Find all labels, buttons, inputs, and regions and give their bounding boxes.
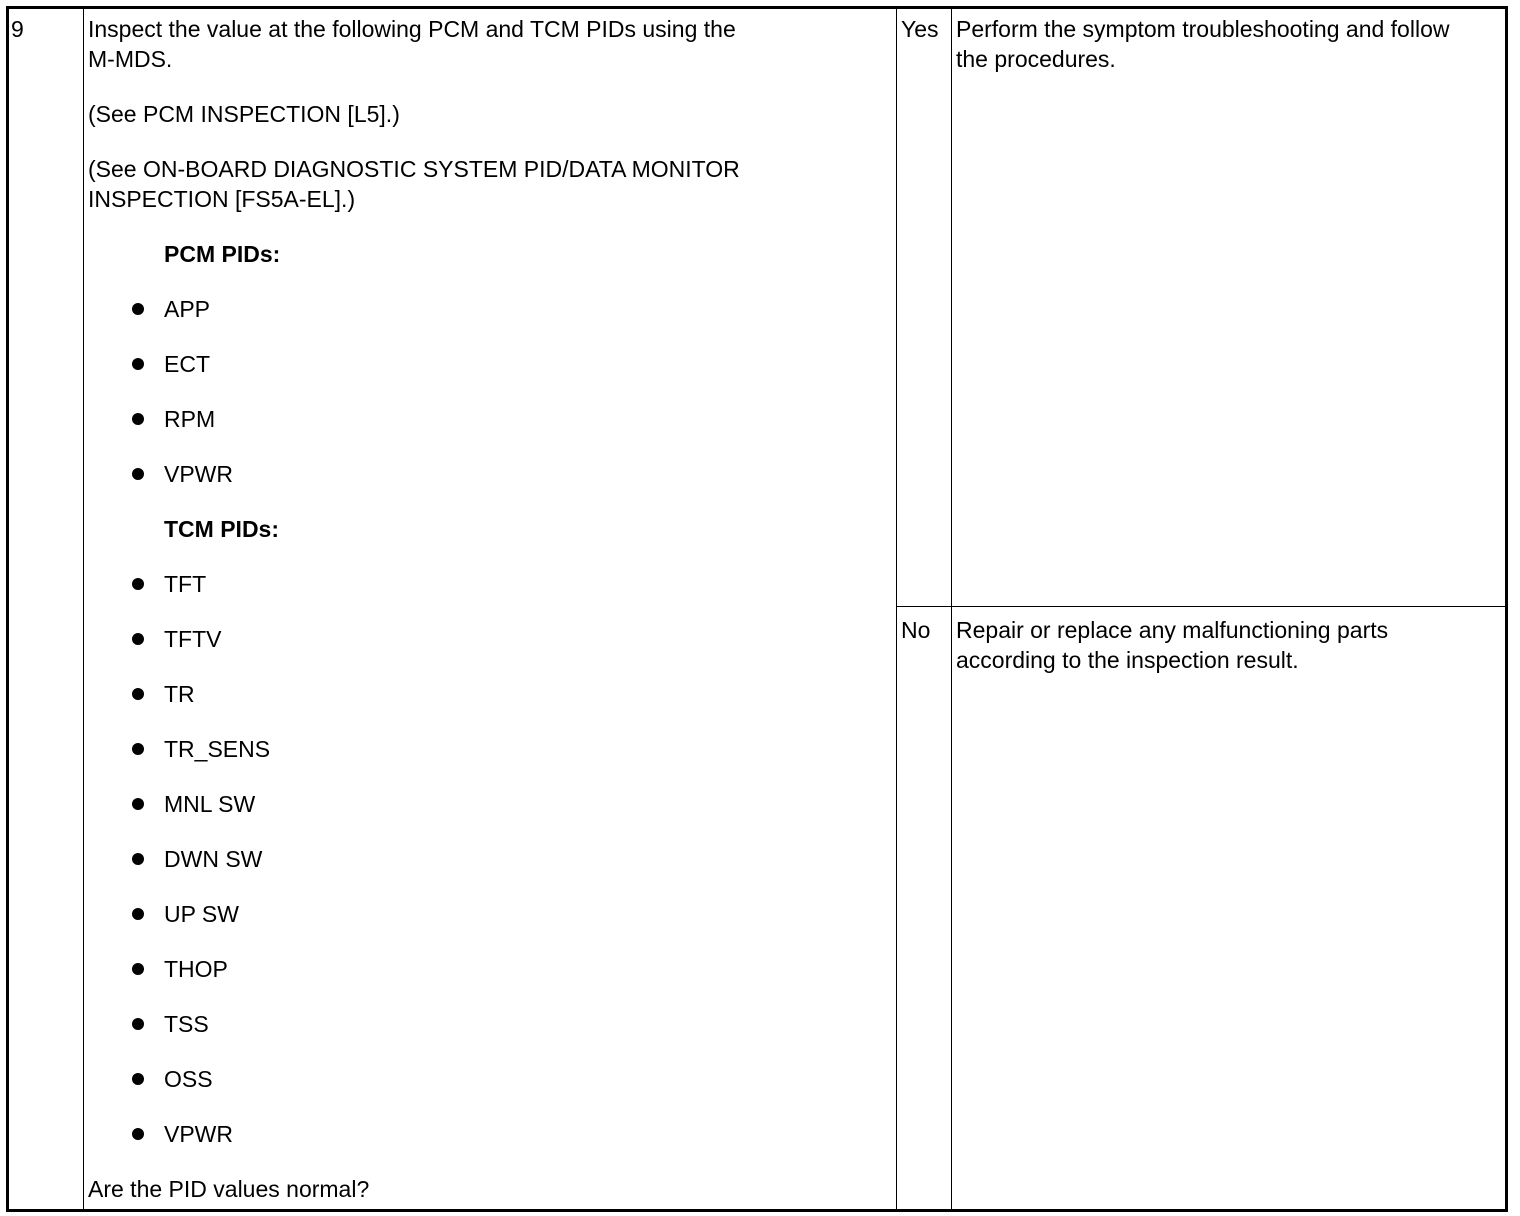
- bullet-icon: [132, 578, 144, 590]
- pcm-pid-item: VPWR: [164, 461, 233, 487]
- bullet-icon: [132, 413, 144, 425]
- no-label: No: [901, 617, 931, 643]
- obd-reference-line-1: (See ON-BOARD DIAGNOSTIC SYSTEM PID/DATA MONITOR: [88, 156, 740, 182]
- column-divider: [896, 9, 897, 1209]
- tcm-pid-item: TFTV: [164, 626, 222, 652]
- bullet-icon: [132, 1128, 144, 1140]
- pcm-inspection-reference: (See PCM INSPECTION [L5].): [88, 101, 400, 127]
- bullet-icon: [132, 358, 144, 370]
- tcm-pid-item: THOP: [164, 956, 228, 982]
- bullet-icon: [132, 743, 144, 755]
- bullet-icon: [132, 1018, 144, 1030]
- pcm-pid-item: ECT: [164, 351, 210, 377]
- step-number: 9: [11, 16, 24, 42]
- tcm-pid-item: TSS: [164, 1011, 209, 1037]
- bullet-icon: [132, 688, 144, 700]
- bullet-icon: [132, 853, 144, 865]
- bullet-icon: [132, 1073, 144, 1085]
- row-divider: [896, 606, 1505, 607]
- bullet-icon: [132, 798, 144, 810]
- tcm-pid-item: TFT: [164, 571, 207, 597]
- instruction-line-2: M-MDS.: [88, 46, 173, 72]
- tcm-pid-item: OSS: [164, 1066, 213, 1092]
- bullet-icon: [132, 633, 144, 645]
- question: Are the PID values normal?: [88, 1176, 370, 1202]
- column-divider: [83, 9, 84, 1209]
- bullet-icon: [132, 468, 144, 480]
- tcm-pid-item: UP SW: [164, 901, 239, 927]
- yes-action-line-2: the procedures.: [956, 46, 1116, 72]
- pcm-pid-item: APP: [164, 296, 211, 322]
- bullet-icon: [132, 963, 144, 975]
- tcm-pids-heading: TCM PIDs:: [164, 516, 279, 542]
- tcm-pid-item: MNL SW: [164, 791, 256, 817]
- bullet-icon: [132, 908, 144, 920]
- no-action-line-2: according to the inspection result.: [956, 647, 1299, 673]
- no-action-line-1: Repair or replace any malfunctioning parts: [956, 617, 1389, 643]
- column-divider: [951, 9, 952, 1209]
- tcm-pid-item: TR_SENS: [164, 736, 271, 762]
- tcm-pid-item: TR: [164, 681, 195, 707]
- obd-reference-line-2: INSPECTION [FS5A-EL].): [88, 186, 356, 212]
- instruction-line-1: Inspect the value at the following PCM and TCM PIDs using the: [88, 16, 736, 42]
- tcm-pid-item: DWN SW: [164, 846, 263, 872]
- tcm-pid-item: VPWR: [164, 1121, 233, 1147]
- bullet-icon: [132, 303, 144, 315]
- yes-action-line-1: Perform the symptom troubleshooting and follow: [956, 16, 1450, 42]
- pcm-pid-item: RPM: [164, 406, 216, 432]
- yes-label: Yes: [901, 16, 939, 42]
- pcm-pids-heading: PCM PIDs:: [164, 241, 281, 267]
